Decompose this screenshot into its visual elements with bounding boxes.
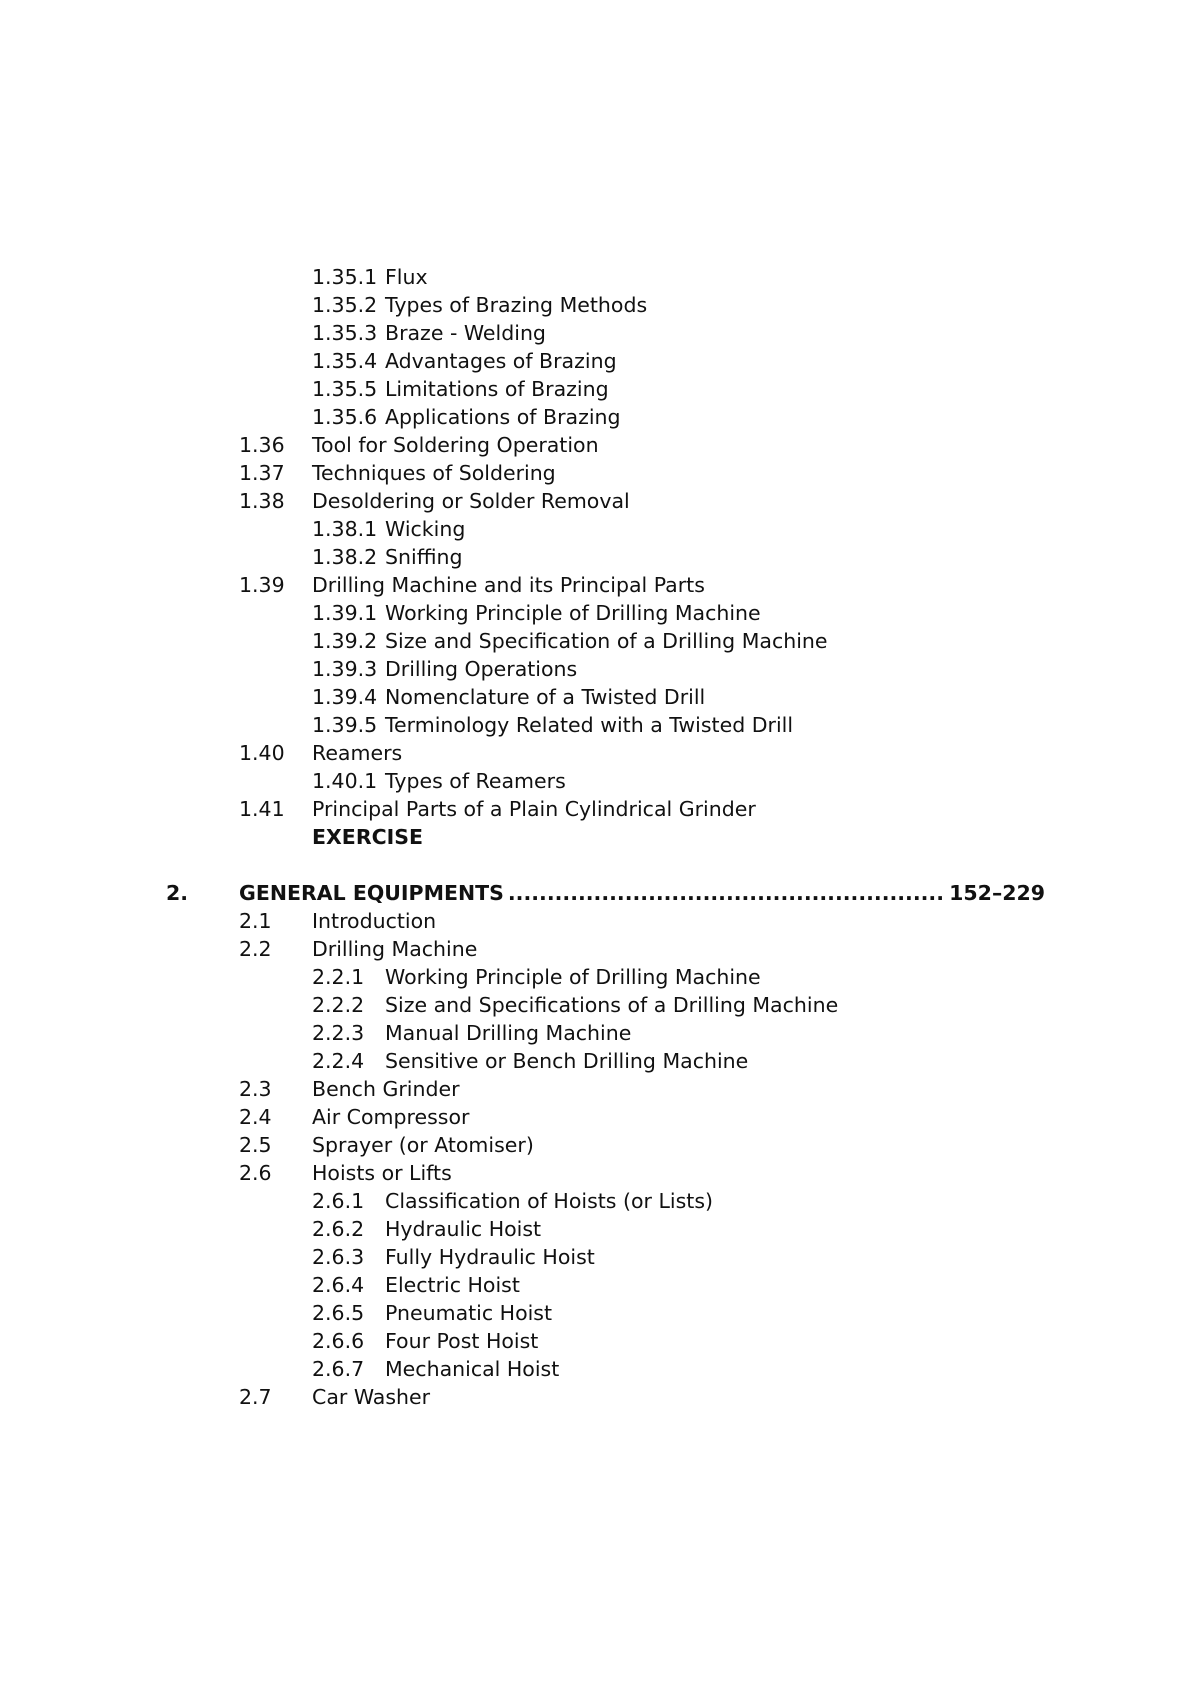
toc-entry-title: Advantages of Brazing — [385, 349, 617, 373]
toc-entry-number: 1.39.1 — [312, 601, 378, 625]
toc-entry-number: 1.40 — [239, 741, 285, 765]
toc-entry-title: Terminology Related with a Twisted Drill — [385, 713, 794, 737]
toc-entry-title: Hydraulic Hoist — [385, 1217, 542, 1241]
toc-entry-title: Four Post Hoist — [385, 1329, 539, 1353]
toc-entry-title: Types of Brazing Methods — [385, 293, 648, 317]
toc-entry-row — [0, 459, 1200, 487]
toc-entry-title: Air Compressor — [312, 1105, 470, 1129]
toc-entry-row — [0, 935, 1200, 963]
toc-entry-number: 2.3 — [239, 1077, 272, 1101]
toc-entry-row — [0, 1047, 1200, 1075]
toc-entry-row — [0, 1075, 1200, 1103]
toc-entry-title: Flux — [385, 265, 428, 289]
toc-entry-title: Manual Drilling Machine — [385, 1021, 632, 1045]
toc-entry-row — [0, 823, 1200, 851]
toc-entry-row — [0, 1103, 1200, 1131]
toc-entry-title: Bench Grinder — [312, 1077, 460, 1101]
toc-entry-number: 1.39.3 — [312, 657, 378, 681]
chapter-heading — [239, 879, 1045, 907]
toc-entry-number: 2.4 — [239, 1105, 272, 1129]
toc-entry-title: Reamers — [312, 741, 403, 765]
toc-chapter-row — [0, 879, 1200, 907]
toc-entry-number: 1.38 — [239, 489, 285, 513]
toc-entry-title: Working Principle of Drilling Machine — [385, 601, 761, 625]
toc-entry-number: 2.2 — [239, 937, 272, 961]
toc-entry-row — [0, 543, 1200, 571]
toc-entry-number: 2.6.1 — [312, 1189, 365, 1213]
toc-entry-title: Introduction — [312, 909, 437, 933]
toc-entry-row — [0, 767, 1200, 795]
toc-entry-title: Electric Hoist — [385, 1273, 520, 1297]
toc-entry-number: 2.6.4 — [312, 1273, 365, 1297]
toc-entry-row — [0, 1159, 1200, 1187]
toc-entry-number: 1.40.1 — [312, 769, 378, 793]
toc-entry-title: Desoldering or Solder Removal — [312, 489, 630, 513]
toc-entry-number: 1.35.4 — [312, 349, 378, 373]
toc-entry-row — [0, 1299, 1200, 1327]
toc-entry-row — [0, 1243, 1200, 1271]
toc-entry-number: 1.35.3 — [312, 321, 378, 345]
toc-entry-row — [0, 375, 1200, 403]
toc-entry-title: Fully Hydraulic Hoist — [385, 1245, 595, 1269]
toc-entry-row — [0, 1271, 1200, 1299]
toc-entry-row — [0, 599, 1200, 627]
toc-entry-title: Techniques of Soldering — [312, 461, 556, 485]
toc-entry-row — [0, 291, 1200, 319]
toc-entry-row — [0, 627, 1200, 655]
toc-entry-row — [0, 1215, 1200, 1243]
toc-entry-number: 2.6.6 — [312, 1329, 365, 1353]
toc-entry-title: Mechanical Hoist — [385, 1357, 560, 1381]
toc-entry-row — [0, 655, 1200, 683]
toc-entry-title: Applications of Brazing — [385, 405, 621, 429]
toc-entry-number: 1.36 — [239, 433, 285, 457]
toc-entry-number: 2.6.3 — [312, 1245, 365, 1269]
toc-entry-row — [0, 347, 1200, 375]
toc-entry-title: Size and Specification of a Drilling Machine — [385, 629, 828, 653]
toc-entry-title: Hoists or Lifts — [312, 1161, 452, 1185]
toc-entry-number: 1.39 — [239, 573, 285, 597]
spacer — [0, 851, 1200, 879]
toc-entry-title: Types of Reamers — [385, 769, 566, 793]
toc-entry-number: 2.1 — [239, 909, 272, 933]
toc-entry-title: Tool for Soldering Operation — [312, 433, 599, 457]
toc-entry-number: 1.38.1 — [312, 517, 378, 541]
toc-entry-title: Drilling Machine — [312, 937, 478, 961]
toc-entry-number: 1.39.2 — [312, 629, 378, 653]
toc-entry-title: Size and Specifications of a Drilling Machine — [385, 993, 839, 1017]
toc-entry-row — [0, 319, 1200, 347]
toc-entry-title: Nomenclature of a Twisted Drill — [385, 685, 706, 709]
toc-entry-number: 1.35.6 — [312, 405, 378, 429]
toc-entry-title: Sensitive or Bench Drilling Machine — [385, 1049, 749, 1073]
toc-entry-row — [0, 263, 1200, 291]
toc-entry-row — [0, 487, 1200, 515]
toc-entry-title: Drilling Machine and its Principal Parts — [312, 573, 705, 597]
toc-entry-row — [0, 1355, 1200, 1383]
toc-entry-row — [0, 907, 1200, 935]
toc-entry-number: 2.2.2 — [312, 993, 365, 1017]
toc-entry-number: 2.6.7 — [312, 1357, 365, 1381]
toc-entry-title: Braze - Welding — [385, 321, 546, 345]
toc-entry-row — [0, 711, 1200, 739]
toc-entry-row — [0, 795, 1200, 823]
toc-entry-number: 1.39.5 — [312, 713, 378, 737]
toc-entry-title: Sniffing — [385, 545, 463, 569]
toc-entry-title: Car Washer — [312, 1385, 431, 1409]
toc-entry-number: 2.6.5 — [312, 1301, 365, 1325]
toc-entry-title: Drilling Operations — [385, 657, 578, 681]
chapter-title: GENERAL EQUIPMENTS — [239, 881, 504, 905]
toc-entry-row — [0, 431, 1200, 459]
toc-entry-number: 2. — [166, 881, 189, 905]
page-range: 152–229 — [949, 881, 1045, 905]
toc-entry-number: 2.2.3 — [312, 1021, 365, 1045]
toc-entry-number: 2.2.1 — [312, 965, 365, 989]
toc-entry-row — [0, 739, 1200, 767]
dot-leader: ........................................................ — [507, 881, 944, 905]
toc-entry-row — [0, 571, 1200, 599]
table-of-contents — [0, 263, 1200, 1411]
toc-entry-title: Classification of Hoists (or Lists) — [385, 1189, 713, 1213]
toc-entry-number: 2.7 — [239, 1385, 272, 1409]
toc-entry-title: Sprayer (or Atomiser) — [312, 1133, 534, 1157]
toc-entry-title: Pneumatic Hoist — [385, 1301, 553, 1325]
toc-entry-number: 2.6 — [239, 1161, 272, 1185]
toc-entry-row — [0, 683, 1200, 711]
toc-entry-row — [0, 1383, 1200, 1411]
toc-entry-row — [0, 515, 1200, 543]
toc-entry-row — [0, 991, 1200, 1019]
toc-entry-number: 1.35.1 — [312, 265, 378, 289]
toc-entry-row — [0, 1131, 1200, 1159]
toc-entry-number: 2.5 — [239, 1133, 272, 1157]
exercise-heading: EXERCISE — [312, 825, 424, 849]
toc-entry-number: 1.41 — [239, 797, 285, 821]
toc-entry-number: 1.38.2 — [312, 545, 378, 569]
toc-entry-number: 1.39.4 — [312, 685, 378, 709]
toc-entry-row — [0, 403, 1200, 431]
toc-entry-number: 1.37 — [239, 461, 285, 485]
toc-entry-row — [0, 1019, 1200, 1047]
toc-entry-number: 2.2.4 — [312, 1049, 365, 1073]
toc-entry-number: 1.35.2 — [312, 293, 378, 317]
toc-entry-row — [0, 1187, 1200, 1215]
toc-entry-row — [0, 963, 1200, 991]
toc-entry-title: Working Principle of Drilling Machine — [385, 965, 761, 989]
toc-entry-number: 2.6.2 — [312, 1217, 365, 1241]
toc-entry-title: Principal Parts of a Plain Cylindrical Grinder — [312, 797, 756, 821]
toc-entry-row — [0, 1327, 1200, 1355]
toc-entry-title: Wicking — [385, 517, 466, 541]
toc-entry-number: 1.35.5 — [312, 377, 378, 401]
toc-entry-title: Limitations of Brazing — [385, 377, 609, 401]
